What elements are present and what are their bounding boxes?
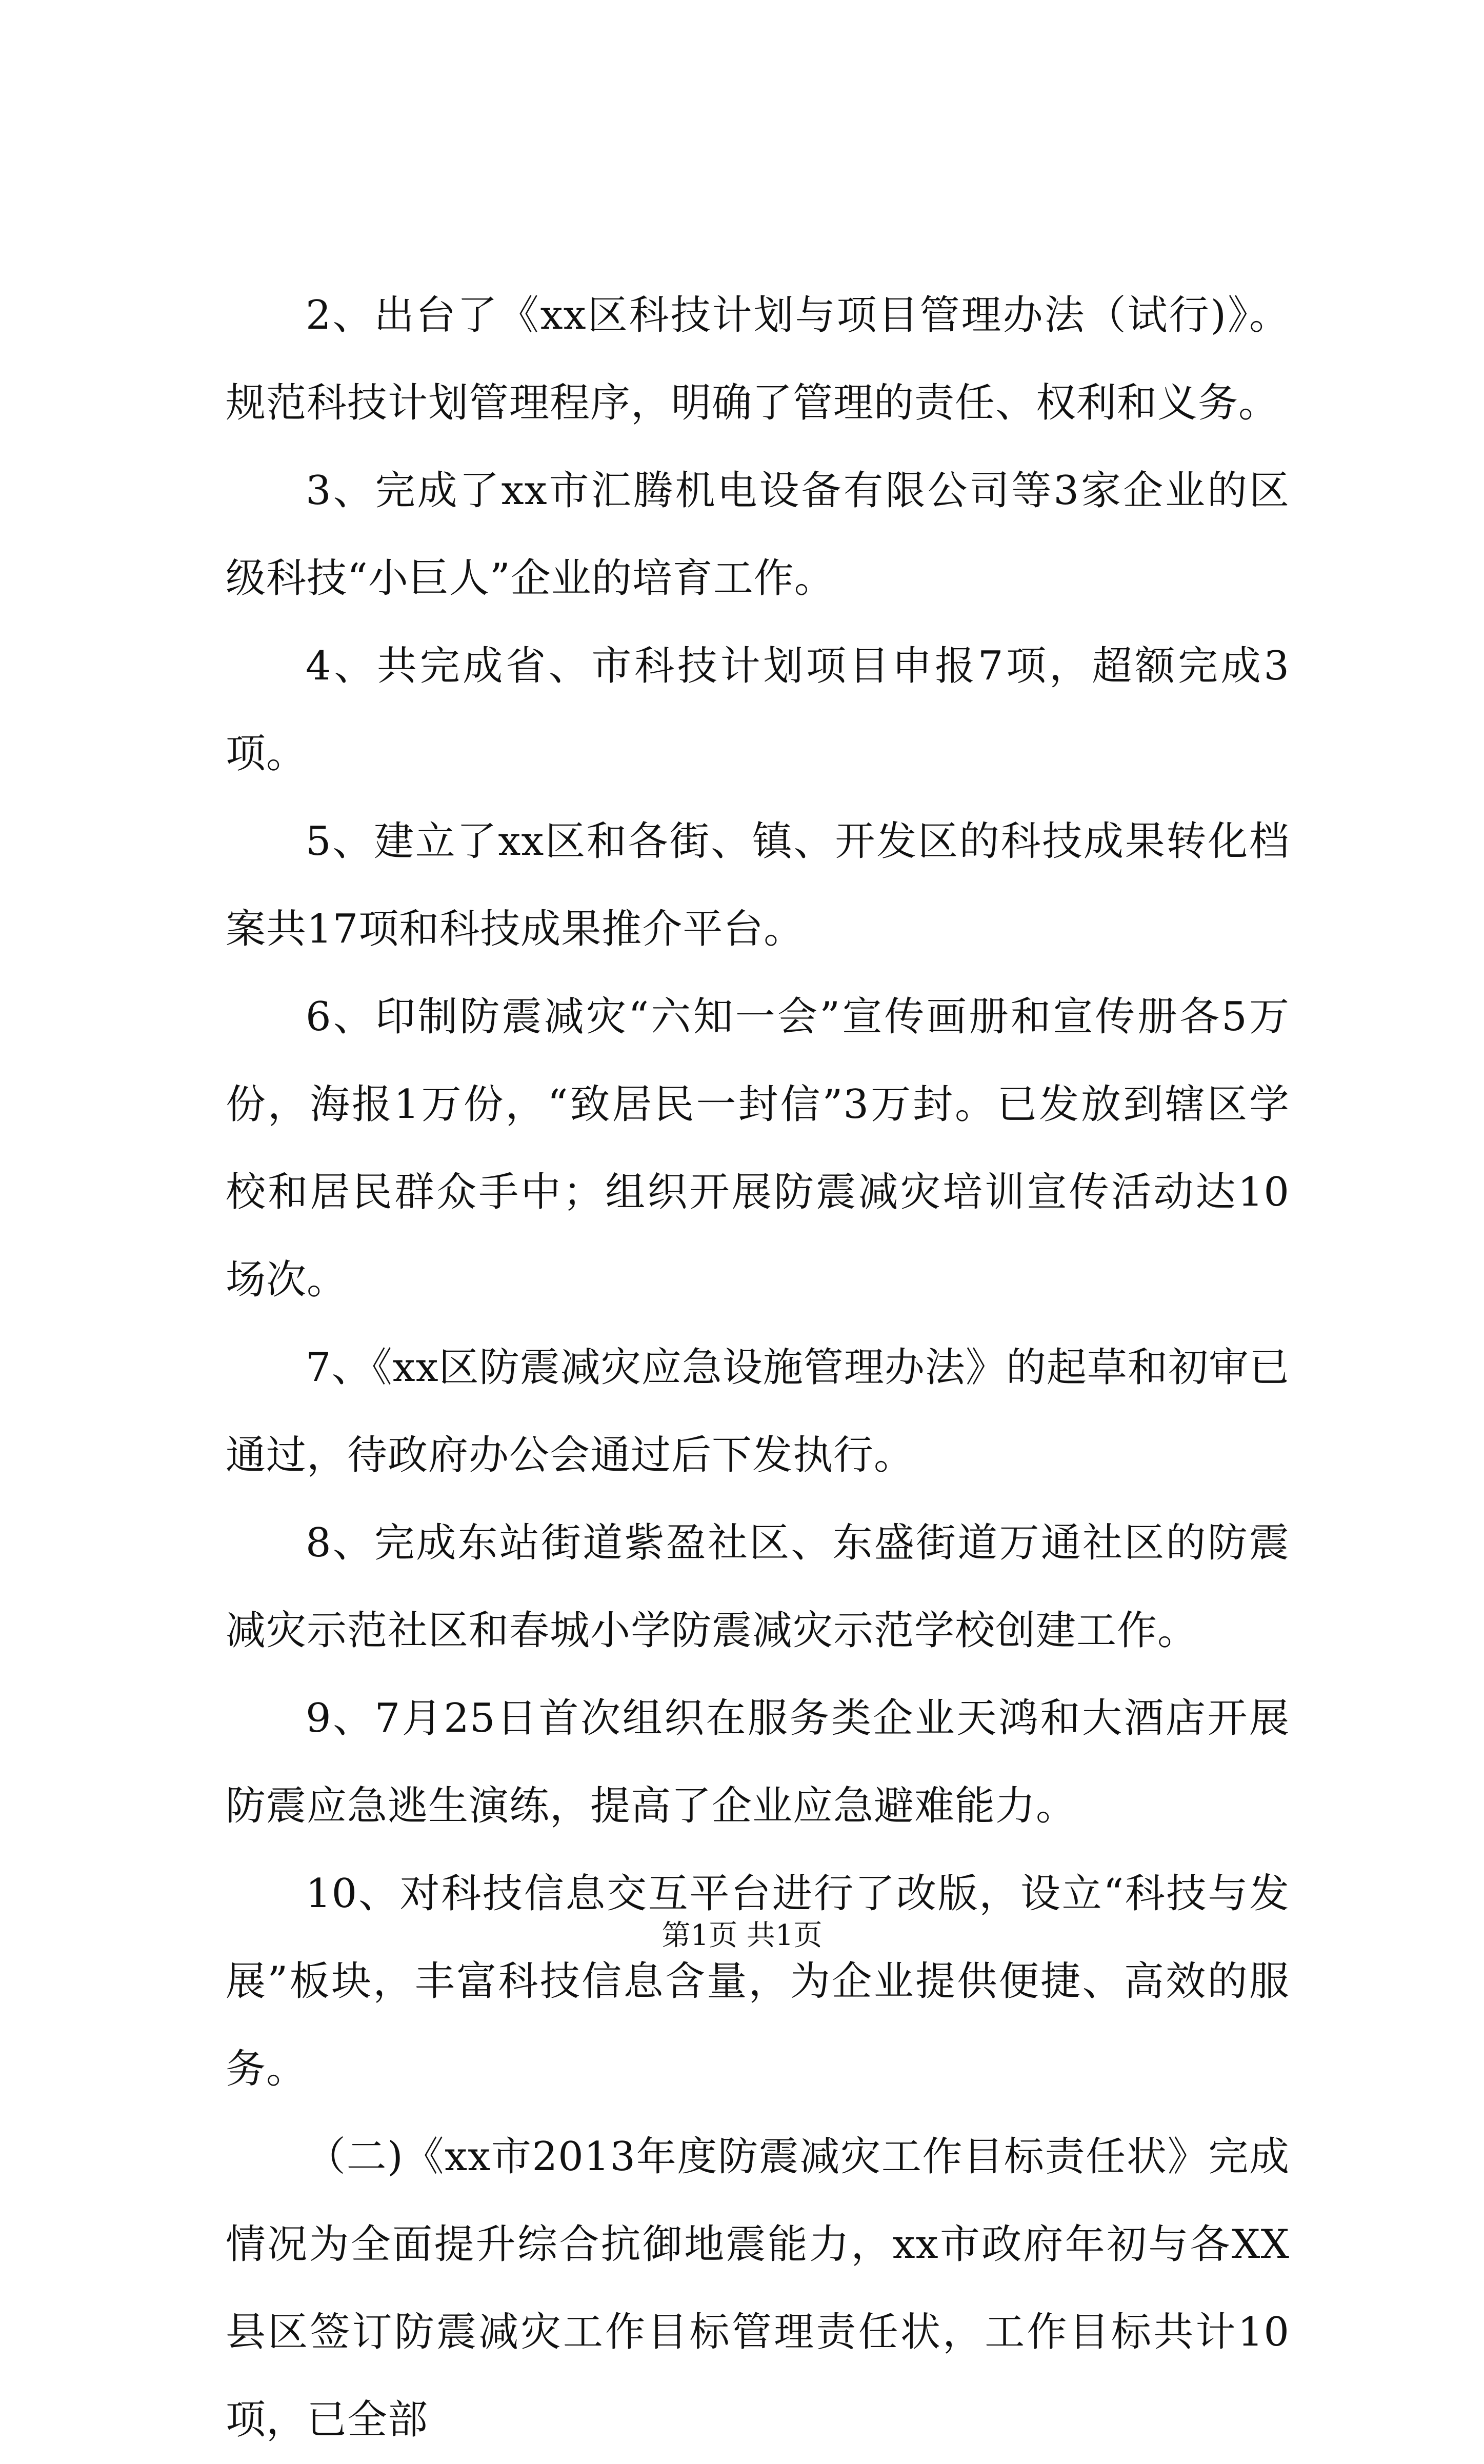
paragraph-item-3: 3、完成了xx市汇腾机电设备有限公司等3家企业的区级科技“小巨人”企业的培育工作。 [226,468,1290,602]
document-body [226,272,1290,2464]
paragraph-item-10: 10、对科技信息交互平台进行了改版，设立“科技与发展”板块，丰富科技信息含量，为企业提供便捷、高效的服务。 [226,1871,1290,2092]
paragraph-section-two: （二)《xx市2013年度防震减灾工作目标责任状》完成情况为全面提升综合抗御地震能力，xx市政府年初与各XX县区签订防震减灾工作目标管理责任状，工作目标共计10项，已全部 [226,2134,1290,2443]
paragraph-item-8: 8、完成东站街道紫盈社区、东盛街道万通社区的防震减灾示范社区和春城小学防震减灾示范学校创建工作。 [226,1520,1290,1654]
page-footer: 第1页 共1页 [661,1919,823,1952]
paragraph-item-2: 2、出台了《xx区科技计划与项目管理办法（试行)》。规范科技计划管理程序，明确了管理的责任、权利和义务。 [226,292,1290,426]
paragraph-item-6: 6、印制防震减灾“六知一会”宣传画册和宣传册各5万份，海报1万份，“致居民一封信”3万封。已发放到辖区学校和居民群众手中；组织开展防震减灾培训宣传活动达10场次。 [226,994,1290,1303]
paragraph-item-5: 5、建立了xx区和各街、镇、开发区的科技成果转化档案共17项和科技成果推介平台。 [226,818,1290,952]
paragraph-item-7: 7、《xx区防震减灾应急设施管理办法》的起草和初审已通过，待政府办公会通过后下发执行。 [226,1345,1290,1478]
paragraph-item-9: 9、7月25日首次组织在服务类企业天鸿和大酒店开展防震应急逃生演练，提高了企业应急避难能力。 [226,1695,1290,1829]
paragraph-item-4: 4、共完成省、市科技计划项目申报7项，超额完成3项。 [226,643,1290,777]
